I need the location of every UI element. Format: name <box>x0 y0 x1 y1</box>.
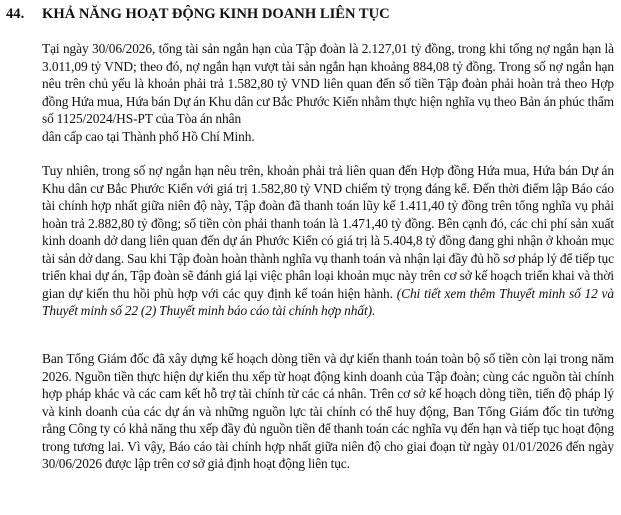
cross-reference-note: (Chi tiết xem thêm Thuyết minh số 12 và Thuyết minh số 22 (2) Thuyết minh báo cáo tài chính hợp nhất). <box>42 285 614 318</box>
paragraph-current-position: Tại ngày 30/06/2026, tổng tài sản ngắn hạn của Tập đoàn là 2.127,01 tỷ đồng, trong khi tổng nợ ngắn hạn là 3.011,09 tỷ VND; theo đó, nợ ngắn hạn vượt tài sản ngắn hạn khoảng 884,08 tỷ đồng. Trong số nợ ngắn hạn nêu trên chủ yếu là khoản phải trả 1.582,80 tỷ VND liên quan đến số tiền Tập đoàn phải hoàn trả theo Hợp đồng Hứa mua, Hứa bán Dự án Khu dân cư Bắc Phước Kiển nhằm thực hiện nghĩa vụ theo Bản án phúc thẩm số 1125/2024/HS-PT của Tòa án nhân <box>42 41 614 126</box>
paragraph-management-plan: Ban Tổng Giám đốc đã xây dựng kế hoạch dòng tiền và dự kiến thanh toán toàn bộ số tiền còn lại trong năm 2026. Nguồn tiền thực hiện dự kiến thu xếp từ hoạt động kinh doanh của Tập đoàn; cùng các nguồn tài chính hợp pháp khác và các cam kết hỗ trợ tài chính từ các cá nhân. Trên cơ sở kế hoạch dòng tiền, tiến độ pháp lý và kinh doanh của các dự án và những nguồn lực tài chính có thể huy động, Ban Tổng Giám đốc tin tưởng rằng Công ty có khả năng thu xếp đầy đủ nguồn tiền để thanh toán các nghĩa vụ đến hạn và tiếp tục hoạt động trong tương lai. Vì vậy, Báo cáo tài chính hợp nhất giữa niên độ cho giai đoạn từ ngày 01/01/2026 đến ngày 30/06/2026 được lập trên cơ sở giả định hoạt động liên tục. <box>42 351 614 471</box>
section-number: 44. <box>6 6 25 22</box>
paragraph-payment-status-text: Tuy nhiên, trong số nợ ngắn hạn nêu trên, khoản phải trả liên quan đến Hợp đồng Hứa mua, Hứa bán Dự án Khu dân cư Bắc Phước Kiển với giá trị 1.582,80 tỷ VND chiếm tỷ trọng đáng kể. Đến thời điểm lập Báo cáo tài chính hợp nhất giữa niên độ này, Tập đoàn đã thanh toán lũy kế 1.411,40 tỷ đồng trên tổng nghĩa vụ phải hoàn trả 2.882,80 tỷ đồng; số tiền còn phải thanh toán là 1.471,40 tỷ đồng. Bên cạnh đó, các chi phí sản xuất kinh doanh dở dang liên quan đến dự án Phước Kiển có giá trị là 5.404,8 tỷ đồng đang ghi nhận ở khoản mục tài sản dở dang. Sau khi Tập đoàn hoàn thành nghĩa vụ thanh toán và nhận lại đầy đủ hồ sơ pháp lý để tiếp tục triển khai dự án, Tập đoàn sẽ đánh giá lại việc phân loại khoản mục này trên cơ sở kế hoạch triển khai và thời gian dự kiến thu hồi phù hợp với các quy định kế toán hiện hành. <box>42 163 614 301</box>
section-title: KHẢ NĂNG HOẠT ĐỘNG KINH DOANH LIÊN TỤC <box>42 6 390 22</box>
paragraph-payment-status <box>42 162 614 320</box>
paragraph-court-reference: dân cấp cao tại Thành phố Hồ Chí Minh. <box>42 129 255 144</box>
section-heading <box>6 4 613 24</box>
